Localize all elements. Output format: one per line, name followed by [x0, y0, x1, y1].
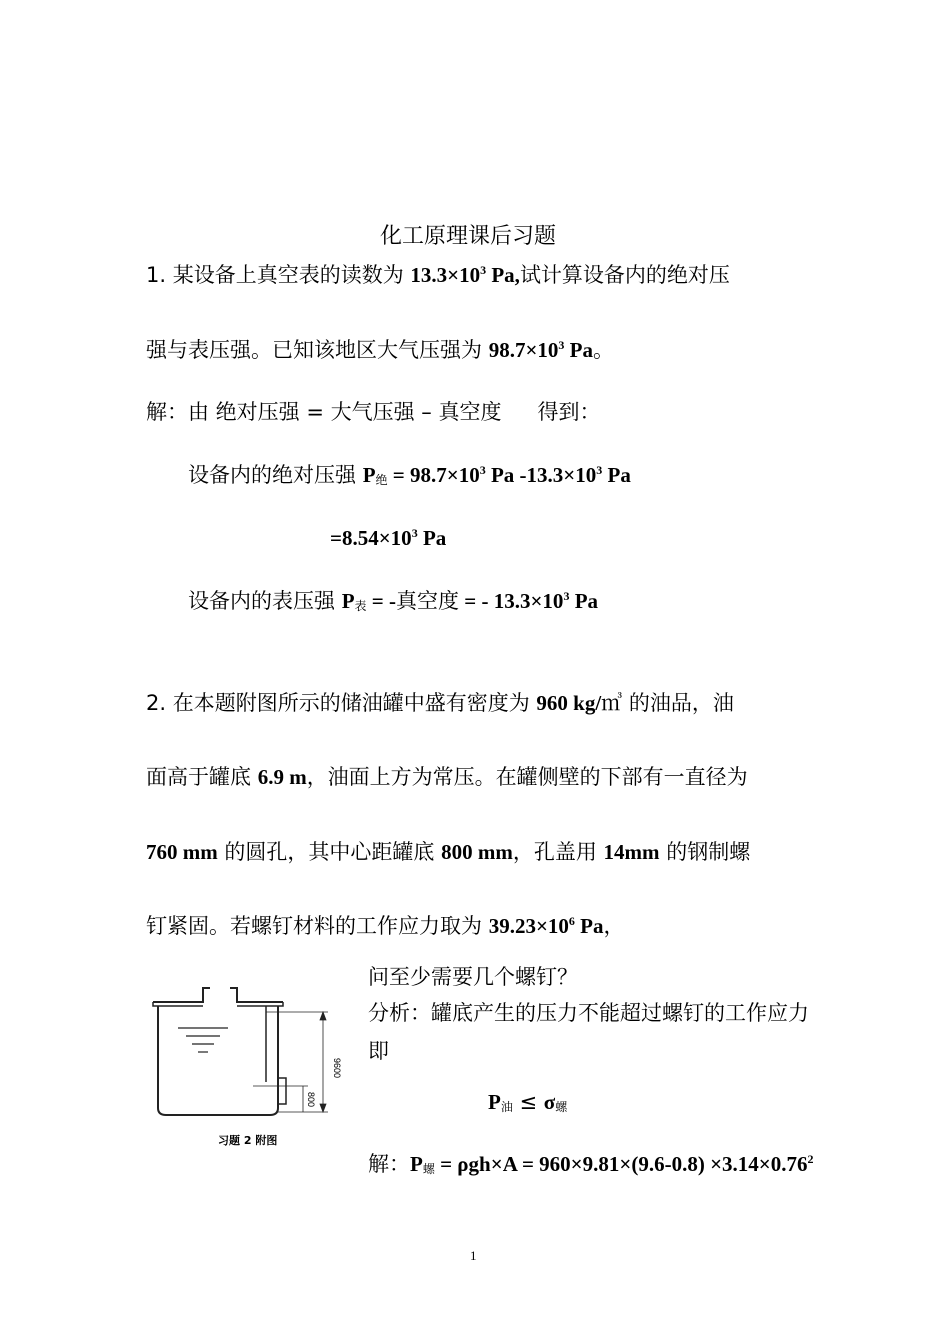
- p1-solution-intro: [146, 399, 600, 425]
- p1-g-g: 3: [563, 589, 570, 603]
- p2-l3a: 760 mm: [146, 840, 218, 864]
- p1-abs-e: 3: [479, 463, 486, 477]
- p1-l1d: Pa,: [486, 263, 520, 287]
- p2-l3c: 800 mm: [441, 840, 513, 864]
- p1-absolute-result: [330, 525, 446, 551]
- p1-res-a: =8.54×10: [330, 526, 412, 550]
- p1-g-a: 设备内的表压强: [188, 589, 342, 613]
- page-number: 1: [470, 1248, 477, 1263]
- p2-l4b: 39.23×10: [488, 914, 569, 938]
- p1-l2d: Pa: [564, 338, 593, 362]
- p2-l3b: 的圆孔，其中心距罐底: [217, 840, 442, 864]
- p2-sol-c: 螺: [422, 1162, 435, 1176]
- p2-l4c: 6: [568, 914, 575, 928]
- p2-sol-b: P: [410, 1152, 423, 1176]
- dimension-label-800: 800: [306, 1092, 316, 1108]
- figure-caption: 习题 2 附图: [218, 1134, 278, 1147]
- page-title: 化工原理课后习题: [380, 224, 557, 249]
- dimension-label-960: 9600: [332, 1058, 342, 1079]
- p2-l1a: 2. 在本题附图所示的储油罐中盛有密度为: [146, 691, 537, 715]
- p1-abs-b: P: [362, 463, 376, 487]
- p2-l2b: 6.9 m: [257, 765, 307, 789]
- p2-ineq-a: P: [488, 1090, 501, 1114]
- p2-l2a: 面高于罐底: [146, 765, 258, 789]
- p2-sol-d: = ρgh×A = 960×9.81×(9.6-0.8) ×3.14×0.76: [434, 1152, 808, 1176]
- p1-g-b: P: [341, 589, 355, 613]
- p1-line-2: [146, 337, 614, 363]
- p1-g-f: = - 13.3×10: [459, 589, 564, 613]
- p2-l4e: ，: [603, 914, 625, 938]
- hole-cover: [278, 1078, 286, 1104]
- p1-g-c: 表: [354, 599, 367, 613]
- p1-gauge-pressure: [188, 588, 598, 614]
- p2-sol-e: 2: [807, 1152, 814, 1166]
- p1-abs-f: Pa -13.3×10: [485, 463, 597, 487]
- p1-res-b: 3: [411, 526, 418, 540]
- p1-line-1: [146, 262, 730, 288]
- p2-l1d: 的油品，油: [622, 691, 734, 715]
- p2-l1b: 960 kg/: [536, 691, 602, 715]
- p1-l1c: 3: [480, 263, 487, 277]
- p2-line-1: [146, 690, 734, 716]
- p1-abs-d: = 98.7×10: [387, 463, 480, 487]
- p1-abs-g: 3: [596, 463, 603, 477]
- p2-l3d: ，孔盖用: [512, 840, 604, 864]
- p1-absolute-pressure: [188, 462, 631, 488]
- p2-l3f: 的钢制螺: [659, 840, 751, 864]
- p2-analysis-line-1: 分析：罐底产生的压力不能超过螺钉的工作应力: [368, 1001, 809, 1025]
- p2-solution: [368, 1151, 814, 1177]
- oil-level-symbol: [178, 1028, 228, 1052]
- p2-l4a: 钉紧固。若螺钉材料的工作应力取为: [146, 914, 489, 938]
- p2-sol-a: 解：: [368, 1152, 410, 1176]
- tank-lid-right: [230, 988, 283, 1002]
- p1-g-h: Pa: [569, 589, 599, 613]
- p2-line-2: [146, 764, 748, 790]
- p1-l1e: 试计算设备内的绝对压: [519, 263, 730, 287]
- p1-l2e: 。: [592, 338, 614, 362]
- p1-l2a: 强与表压强。已知该地区大气压强为: [146, 338, 489, 362]
- p1-l2c: 3: [558, 338, 565, 352]
- p1-sol-c: 真空度: [431, 400, 502, 424]
- p1-abs-a: 设备内的绝对压强: [188, 463, 363, 487]
- p1-l1a: 1. 某设备上真空表的读数为: [146, 263, 411, 287]
- p2-l3e: 14mm: [603, 840, 660, 864]
- p2-l4d: Pa: [574, 914, 604, 938]
- p1-l1b: 13.3×10: [410, 263, 481, 287]
- tank-lid-left: [153, 988, 210, 1002]
- p1-res-c: Pa: [417, 526, 447, 550]
- p2-l2c: ，油面上方为常压。在罐侧壁的下部有一直径为: [306, 765, 748, 789]
- p2-l1c: ㎥: [601, 691, 623, 715]
- p2-question: 问至少需要几个螺钉？: [368, 965, 578, 989]
- p2-ineq-d: σ: [543, 1090, 556, 1114]
- p2-ineq-c: ≤: [512, 1090, 544, 1114]
- p1-sol-d: 得到：: [537, 400, 601, 424]
- p1-sol-b: –: [421, 400, 432, 424]
- p2-ineq-b: 油: [500, 1100, 513, 1114]
- p2-analysis-line-2: 即: [368, 1039, 389, 1063]
- p1-g-d: = -: [366, 589, 396, 613]
- p2-inequality: [488, 1089, 567, 1115]
- tank-wall: [158, 1006, 278, 1115]
- p2-ineq-e: 螺: [555, 1100, 568, 1114]
- p1-g-e: 真空度: [396, 589, 459, 613]
- p1-l2b: 98.7×10: [488, 338, 559, 362]
- p2-line-3: [146, 839, 750, 865]
- p2-line-4: [146, 913, 624, 939]
- p1-sol-a: 解：由 绝对压强 = 大气压强: [146, 400, 422, 424]
- p1-abs-c: 绝: [375, 473, 388, 487]
- oil-tank-figure: [148, 980, 348, 1155]
- p1-abs-h: Pa: [602, 463, 631, 487]
